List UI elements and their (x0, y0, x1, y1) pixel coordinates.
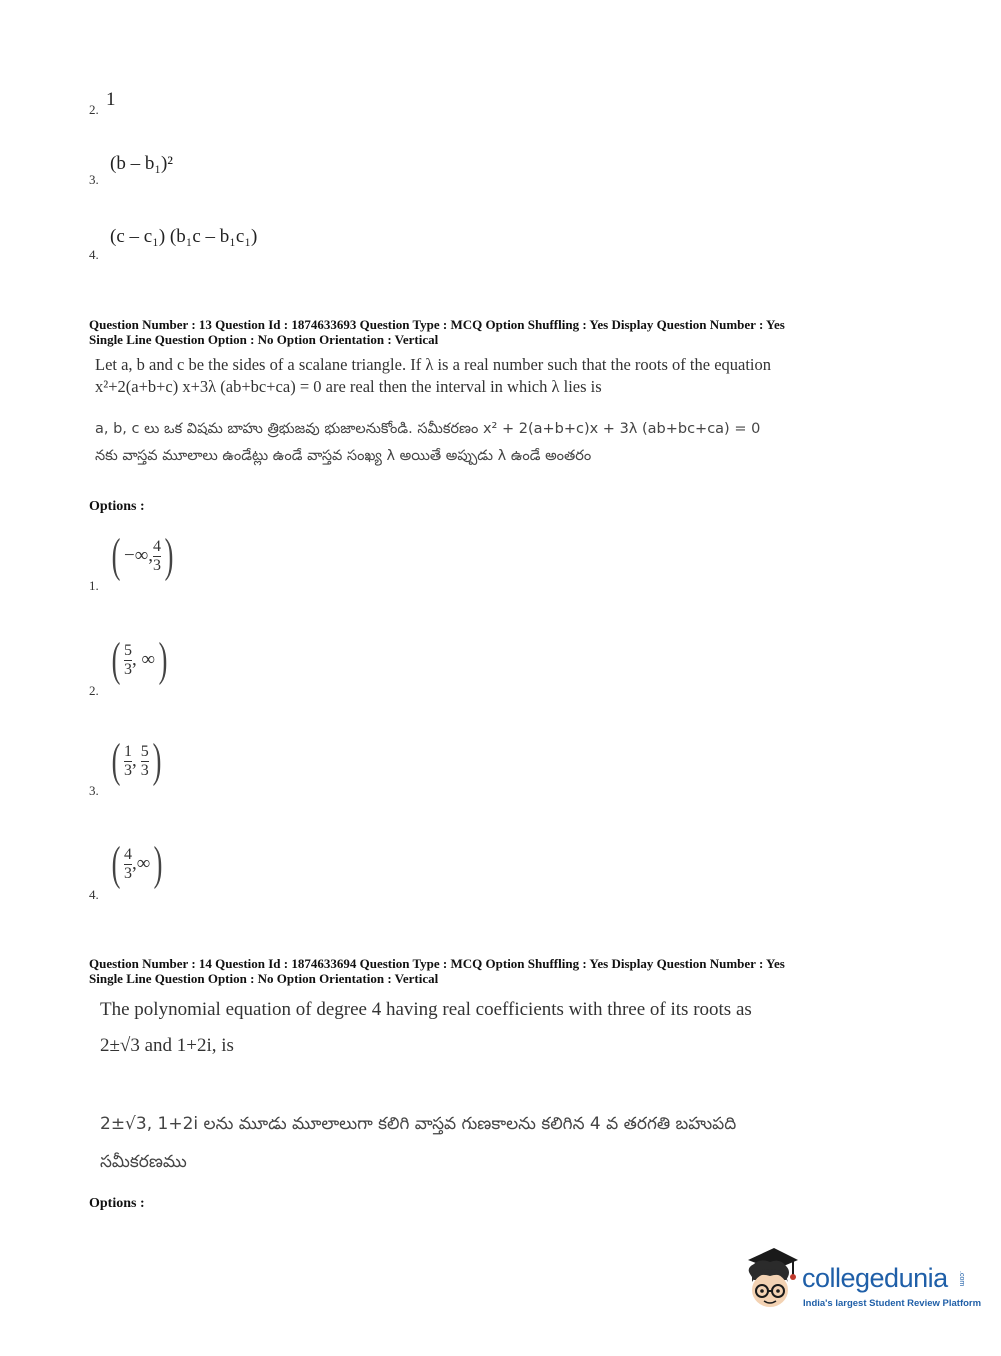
options-label: Options : (89, 1196, 145, 1211)
question-text: 2±√3 and 1+2i, is (100, 1035, 234, 1056)
option-number: 2. (89, 683, 99, 698)
option-number: 4. (89, 247, 99, 262)
question-text-telugu: సమీకరణము (100, 1152, 187, 1172)
option-number: 3. (89, 783, 99, 798)
interval-right: ,∞ (131, 853, 151, 874)
fraction-numerator: 5 (140, 742, 149, 760)
option-number: 2. (89, 102, 99, 117)
option-interval[interactable]: ( $\frac{5}{3}$ , ∞ ) (111, 633, 168, 686)
logo-wordmark: collegedunia (802, 1263, 948, 1293)
option-interval[interactable]: ( $\frac{4}{3}$ ,∞ ) (111, 837, 163, 890)
option-interval[interactable]: ( $\frac{1}{3}$ , $\frac{5}{3}$ ) (111, 734, 162, 787)
logo-suffix: .com (958, 1271, 965, 1287)
fraction-denominator: 3 (140, 761, 149, 779)
question-text: x²+2(a+b+c) x+3λ (ab+bc+ca) = 0 are real then the interval in which λ lies is (95, 377, 602, 396)
fraction-numerator: 5 (123, 641, 132, 659)
question-text-telugu: నకు వాస్తవ మూలాలు ఉండేట్లు ఉండే వాస్తవ సంఖ్య λ అయితే అప్పుడు λ ఉండే అంతరం (95, 448, 592, 464)
option-text: (c – c₁) (b₁c – b₁c₁) (110, 226, 258, 247)
fraction-denominator: 3 (123, 761, 132, 779)
fraction-numerator: 1 (123, 742, 132, 760)
interval-separator: , (131, 750, 137, 771)
fraction (124, 642, 132, 679)
fraction (124, 743, 132, 780)
option-number: 3. (89, 172, 99, 187)
option-interval[interactable]: ( −∞, $\frac{4}{3}$ ) (111, 529, 174, 582)
fraction-denominator: 3 (123, 864, 132, 882)
option-text: 1 (106, 89, 116, 110)
fraction-denominator: 3 (123, 660, 132, 678)
interval-left: −∞, (123, 545, 153, 566)
collegedunia-mascot-icon (740, 1246, 800, 1316)
question-text: The polynomial equation of degree 4 having real coefficients with three of its roots as (100, 999, 752, 1020)
option-number: 1. (89, 578, 99, 593)
question-meta: Single Line Question Option : No Option Orientation : Vertical (89, 971, 439, 986)
options-label: Options : (89, 499, 145, 514)
fraction-numerator: 4 (153, 537, 161, 555)
option-number: 4. (89, 887, 99, 902)
question-meta: Question Number : 14 Question Id : 1874633694 Question Type : MCQ Option Shuffling : Yes Display Question Number : Yes (89, 956, 785, 971)
fraction (153, 538, 161, 575)
question-meta: Single Line Question Option : No Option Orientation : Vertical (89, 332, 439, 347)
fraction-denominator: 3 (153, 556, 161, 574)
fraction-numerator: 4 (123, 845, 132, 863)
question-text-telugu: a, b, c లు ఒక విషమ బాహు త్రిభుజవు భుజాలనుకోండి. సమీకరణం x² + 2(a+b+c)x + 3λ (ab+bc+ca) = 0 (95, 421, 761, 437)
interval-right: , ∞ (131, 649, 156, 670)
logo-tagline: India's largest Student Review Platform (803, 1298, 982, 1309)
fraction (124, 846, 132, 883)
question-text-telugu: 2±√3, 1+2i లను మూడు మూలాలుగా కలిగి వాస్తవ గుణకాలను కలిగిన 4 వ తరగతి బహుపది (100, 1114, 737, 1134)
fraction (141, 743, 149, 780)
question-text: Let a, b and c be the sides of a scalane triangle. If λ is a real number such that the roots of the equation (95, 355, 772, 374)
option-text: (b – b₁)² (110, 153, 173, 174)
question-meta: Question Number : 13 Question Id : 1874633693 Question Type : MCQ Option Shuffling : Yes Display Question Number : Yes (89, 317, 785, 332)
